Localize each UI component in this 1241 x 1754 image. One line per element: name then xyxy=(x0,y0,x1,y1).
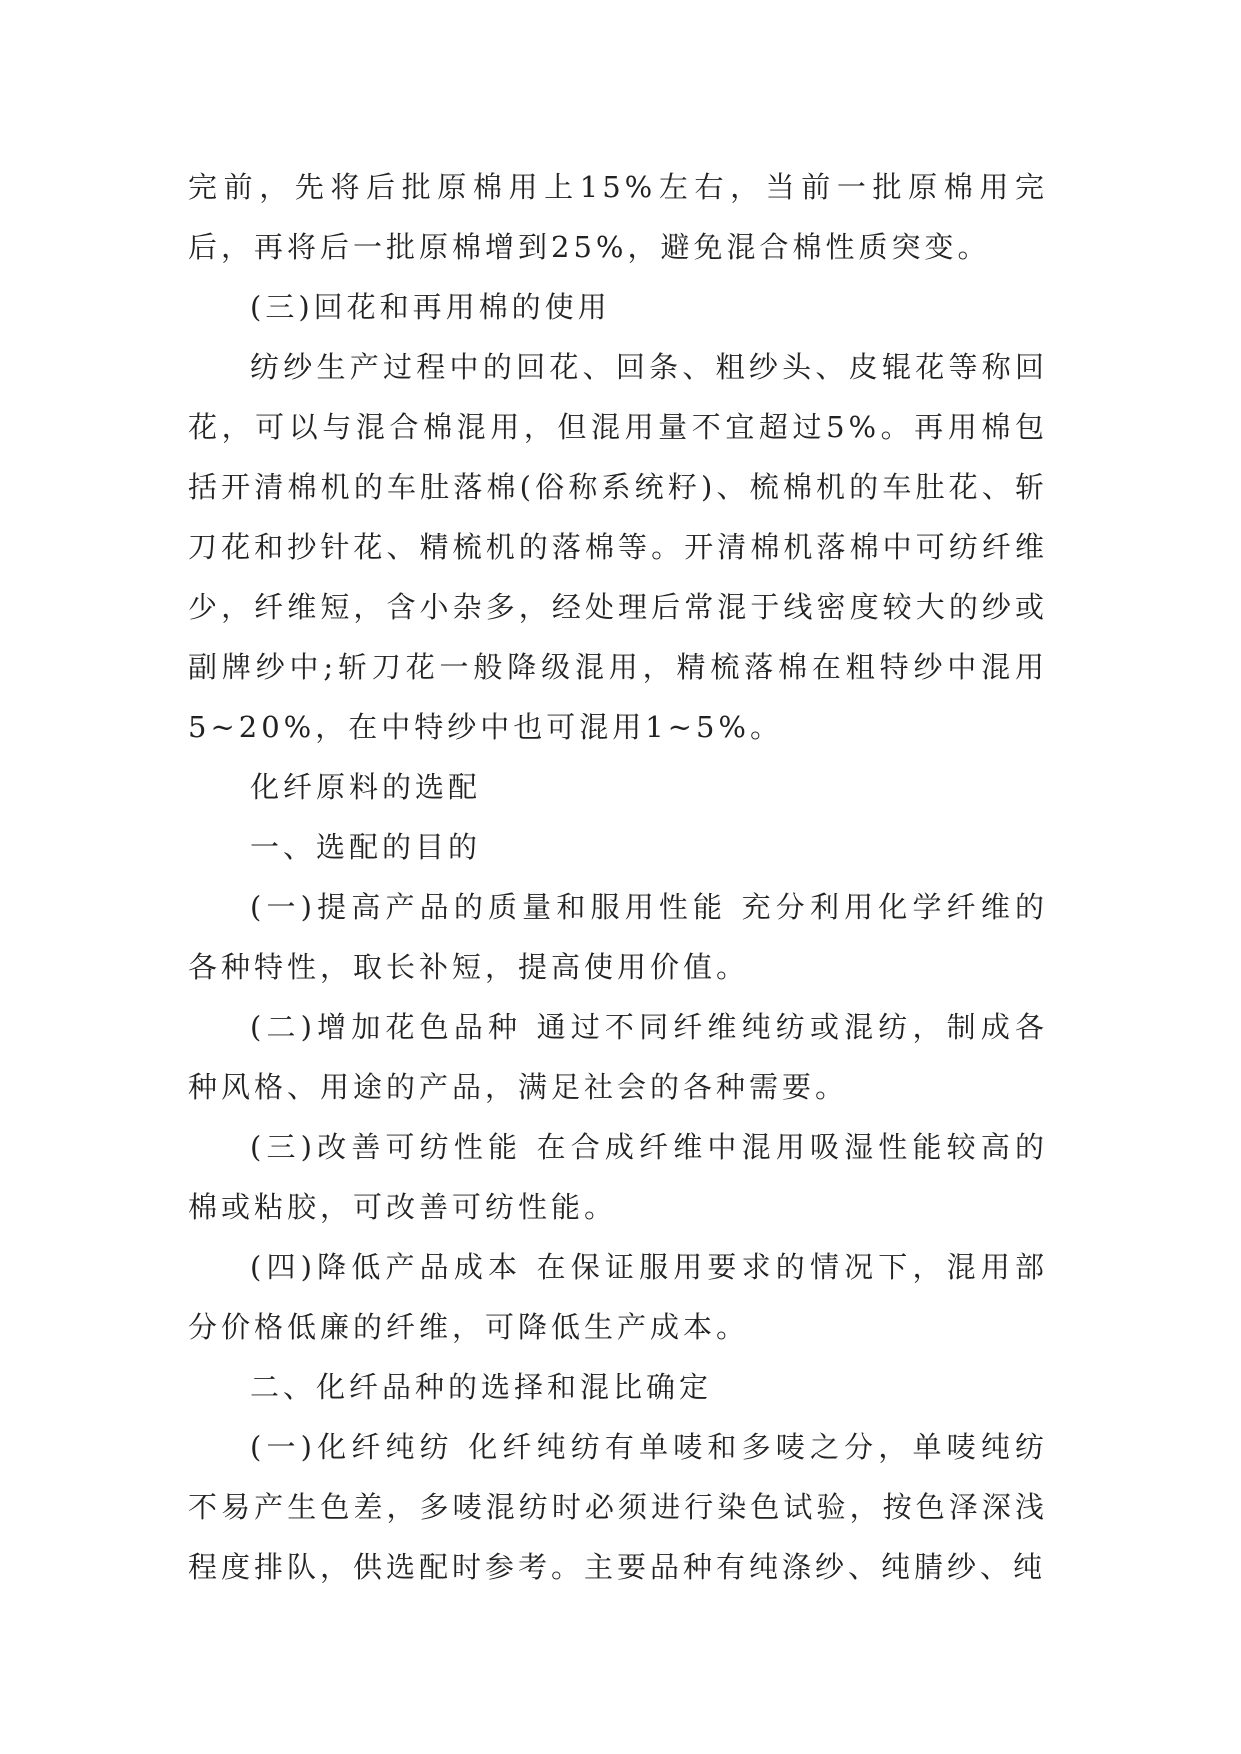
subheading-purpose: 一、选配的目的 xyxy=(250,830,482,864)
section-heading-reclaimed-cotton: (三)回花和再用棉的使用 xyxy=(250,290,611,324)
section-heading-chemical-fiber: 化纤原料的选配 xyxy=(250,770,482,804)
paragraph-selection-1: (一)化纤纯纺 化纤纯纺有单唛和多唛之分，单唛纯纺不易产生色差，多唛混纺时必须进行染色试验，按色泽深浅程度排队，供选配时参考。主要品种有纯涤纱、纯腈纱、纯 xyxy=(188,1430,1048,1584)
paragraph-1: 完前，先将后批原棉用上15%左右，当前一批原棉用完后，再将后一批原棉增到25%，避免混合棉性质突变。 xyxy=(188,170,1048,264)
paragraph-reclaimed-cotton: 纺纱生产过程中的回花、回条、粗纱头、皮辊花等称回花，可以与混合棉混用，但混用量不宜超过5%。再用棉包括开清棉机的车肚落棉(俗称系统籽)、梳棉机的车肚花、斩刀花和抄针花、精梳机的落棉等。开清棉机落棉中可纺纤维少，纤维短，含小杂多，经处理后常混于线密度较大的纱或副牌纱中;斩刀花一般降级混用，精梳落棉在粗特纱中混用5~20%，在中特纱中也可混用1~5%。 xyxy=(188,350,1048,744)
paragraph-purpose-1: (一)提高产品的质量和服用性能 充分利用化学纤维的各种特性，取长补短，提高使用价值。 xyxy=(188,890,1048,984)
document-body xyxy=(188,157,1048,1597)
paragraph-purpose-3: (三)改善可纺性能 在合成纤维中混用吸湿性能较高的棉或粘胶，可改善可纺性能。 xyxy=(188,1130,1048,1224)
paragraph-purpose-2: (二)增加花色品种 通过不同纤维纯纺或混纺，制成各种风格、用途的产品，满足社会的各种需要。 xyxy=(188,1010,1048,1104)
paragraph-purpose-4: (四)降低产品成本 在保证服用要求的情况下，混用部分价格低廉的纤维，可降低生产成本。 xyxy=(188,1250,1048,1344)
subheading-selection: 二、化纤品种的选择和混比确定 xyxy=(250,1370,713,1404)
